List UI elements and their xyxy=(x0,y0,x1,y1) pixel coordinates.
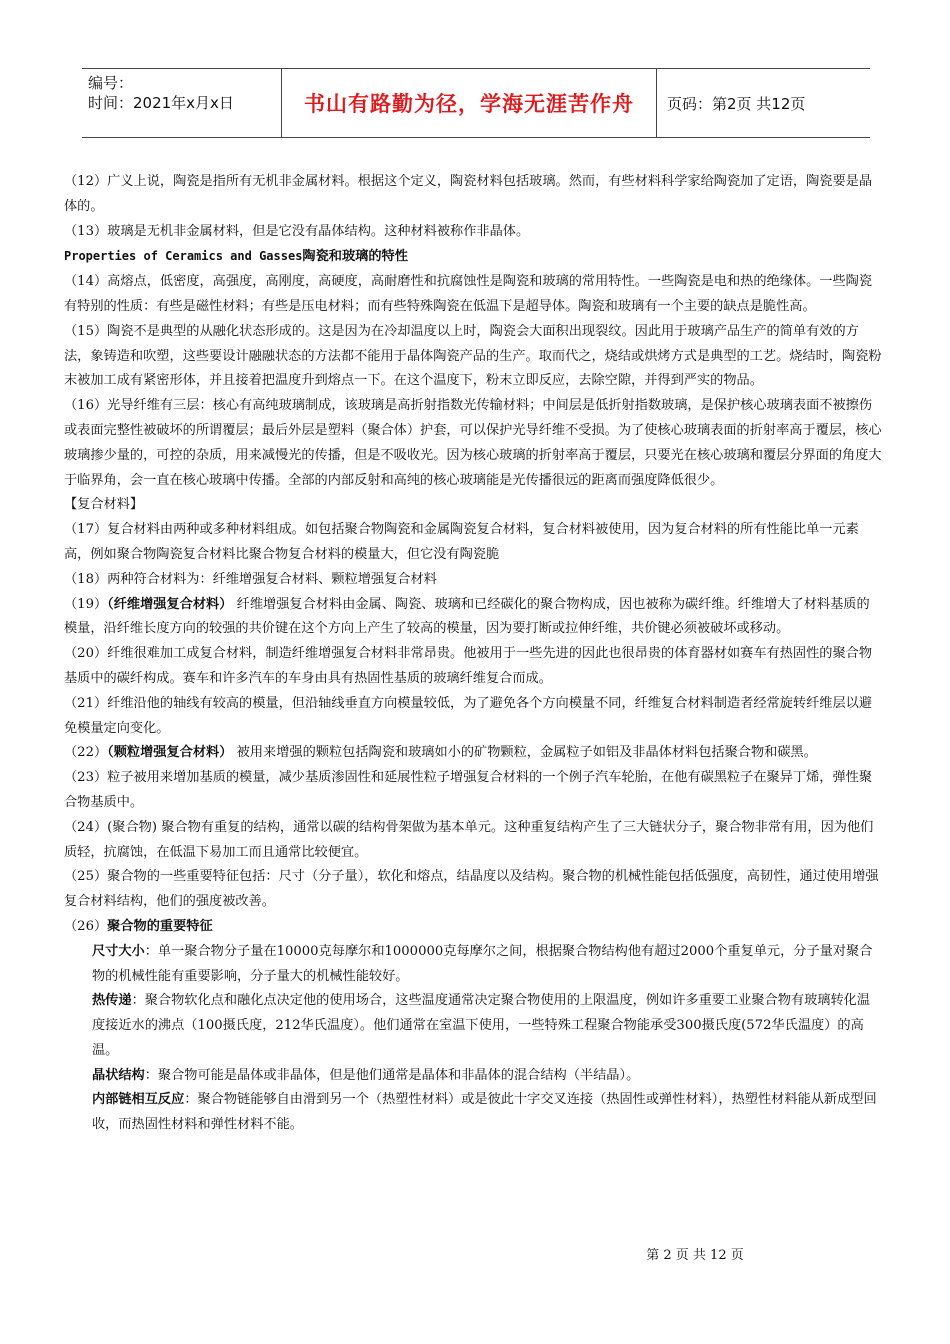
section-heading-cn: 陶瓷和玻璃的特性 xyxy=(302,249,408,265)
paragraph-19-term: （纤维增强复合材料） xyxy=(107,596,233,612)
paragraph-26-number: （26） xyxy=(64,918,108,934)
feature-crystal-label: 晶状结构 xyxy=(92,1067,145,1083)
paragraph-17: （17）复合材料由两种或多种材料组成。如包括聚合物陶瓷和金属陶瓷复合材料，复合材料被使用，因为复合材料的所有性能比单一元素高，例如聚合物陶瓷复合材料比聚合物复合材料的模量大，但它没有陶瓷脆 xyxy=(64,522,859,562)
paragraph-15: （15）陶瓷不是典型的从融化状态形成的。这是因为在冷却温度以上时，陶瓷会大面积出现裂纹。因此用于玻璃产品生产的简单有效的方法，象铸造和吹塑，这些要设计融融状态的方法都不能用于晶体陶瓷产品的生产。取而代之，烧结或烘烤方式是典型的工艺。烧结时，陶瓷粉末被加工成有紧密形体，并且接着把温度升到熔点一下。在这个温度下，粉末立即反应，去除空隙，并得到严实的物品。 xyxy=(64,323,882,389)
paragraph-12: （12）广义上说，陶瓷是指所有无机非金属材料。根据这个定义，陶瓷材料包括玻璃。然而，有些材料科学家给陶瓷加了定语，陶瓷要是晶体的。 xyxy=(64,174,873,214)
paragraph-20: （20）纤维很难加工成复合材料，制造纤维增强复合材料非常昂贵。他被用于一些先进的因此也很昂贵的体育器材如赛车有热固性的聚合物基质中的碳纤构成。赛车和许多汽车的车身由具有热固性基质的玻璃纤维复合而成。 xyxy=(64,646,873,686)
document-body xyxy=(64,170,882,1138)
feature-crystal xyxy=(64,1064,882,1089)
paragraph-22-term: （颗粒增强复合材料） xyxy=(107,745,233,761)
feature-chain-text: ：聚合物链能够自由滑到另一个（热塑性材料）或是彼此十字交叉连接（热固性或弹性材料），热塑性材料能从新成型回收，而热固性材料和弹性材料不能。 xyxy=(92,1092,877,1133)
header-page-info: 页码：第2页 共12页 xyxy=(667,94,806,113)
paragraph-14: （14）高熔点，低密度，高强度，高刚度，高硬度，高耐磨性和抗腐蚀性是陶瓷和玻璃的常用特性。一些陶瓷是电和热的绝缘体。一些陶瓷有特别的性质：有些是磁性材料；有些是压电材料；而有些特殊陶瓷在低温下是超导体。陶瓷和玻璃有一个主要的缺点是脆性高。 xyxy=(64,274,873,314)
paragraph-19-text: 纤维增强复合材料由金属、陶瓷、玻璃和已经碳化的聚合物构成，因也被称为碳纤维。纤维增大了材料基质的模量，沿纤维长度方向的较强的共价键在这个方向上产生了较高的模量，因为要打断或拉伸纤维，共价键必须被破坏或移动。 xyxy=(64,596,870,637)
paragraph-26 xyxy=(64,915,882,940)
paragraph-19-number: （19） xyxy=(64,596,108,612)
header-motto: 书山有路勤为径，学海无涯苦作舟 xyxy=(282,69,657,137)
section-heading-en: Properties of Ceramics and Gasses xyxy=(64,249,303,264)
paragraph-16: （16）光导纤维有三层：核心有高纯玻璃制成，该玻璃是高折射指数光传输材料；中间层是低折射指数玻璃，是保护核心玻璃表面不被擦伤或表面完整性被破坏的所谓覆层；最后外层是塑料（聚合体）护套，可以保护光导纤维不受损。为了使核心玻璃表面的折射率高于覆层，核心玻璃掺少量的，可控的杂质，用来减慢光的传播，但是不吸收光。因为核心玻璃的折射率高于覆层，只要光在核心玻璃和覆层分界面的角度大于临界角，会一直在核心玻璃中传播。全部的内部反射和高纯的核心玻璃能是光传播很远的距离而强度降低很少。 xyxy=(64,398,882,488)
feature-chain-label: 内部链相互反应 xyxy=(92,1092,185,1108)
feature-size-label: 尺寸大小 xyxy=(92,943,145,959)
paragraph-23: （23）粒子被用来增加基质的模量，减少基质渗固性和延展性粒子增强复合材料的一个例子汽车轮胎，在他有碳黑粒子在聚异丁烯，弹性聚合物基质中。 xyxy=(64,770,873,810)
paragraph-22-number: （22） xyxy=(64,745,108,761)
header-meta xyxy=(82,69,282,137)
document-date: 时间：2021年x月x日 xyxy=(88,94,234,112)
feature-size-text: ：单一聚合物分子量在10000克每摩尔和1000000克每摩尔之间，根据聚合物结构他有超过2000个重复单元，分子量对聚合物的机械性能有重要影响，分子量大的机械性能较好。 xyxy=(92,943,873,984)
feature-heat xyxy=(64,989,882,1063)
feature-crystal-text: ：聚合物可能是晶体或非晶体，但是他们通常是晶体和非晶体的混合结构（半结晶）。 xyxy=(144,1067,640,1083)
feature-heat-label: 热传递 xyxy=(92,993,132,1009)
document-number: 编号： xyxy=(88,74,134,92)
paragraph-26-heading: 聚合物的重要特征 xyxy=(107,918,213,934)
paragraph-22 xyxy=(64,741,882,766)
paragraph-21: （21）纤维沿他的轴线有较高的模量，但沿轴线垂直方向模量较低，为了避免各个方向模量不同，纤维复合材料制造者经常旋转纤维层以避免模量定向变化。 xyxy=(64,695,873,736)
paragraph-19 xyxy=(64,593,882,643)
paragraph-13: （13）玻璃是无机非金属材料，但是它没有晶体结构。这种材料被称作非晶体。 xyxy=(64,223,530,239)
page-footer: 第 2 页 共 12 页 xyxy=(646,1248,744,1263)
feature-size xyxy=(64,940,882,990)
section-heading-ceramics xyxy=(64,244,882,270)
paragraph-22-text: 被用来增强的颗粒包括陶瓷和玻璃如小的矿物颗粒，金属粒子如铝及非晶体材料包括聚合物和碳黑。 xyxy=(232,745,817,761)
section-heading-composite: 【复合材料】 xyxy=(64,497,144,513)
paragraph-24: （24）(聚合物) 聚合物有重复的结构，通常以碳的结构骨架做为基本单元。这种重复结构产生了三大链状分子，聚合物非常有用，因为他们质轻，抗腐蚀，在低温下易加工而且通常比较便宜。 xyxy=(64,819,874,860)
page-header xyxy=(82,68,870,138)
feature-chain xyxy=(64,1088,882,1138)
paragraph-25: （25）聚合物的一些重要特征包括：尺寸（分子量），软化和熔点，结晶度以及结构。聚合物的机械性能包括低强度，高韧性，通过使用增强复合材料结构，他们的强度被改善。 xyxy=(64,869,879,910)
feature-heat-text: ：聚合物软化点和融化点决定他的使用场合，这些温度通常决定聚合物使用的上限温度，例如许多重要工业聚合物有玻璃转化温度接近水的沸点（100摄氏度，212华氏温度）。他们通常在室温下使用，一些特殊工程聚合物能承受300摄氏度(572华氏温度）的高温。 xyxy=(92,993,871,1058)
paragraph-18: （18）两种符合材料为：纤维增强复合材料、颗粒增强复合材料 xyxy=(64,571,437,587)
